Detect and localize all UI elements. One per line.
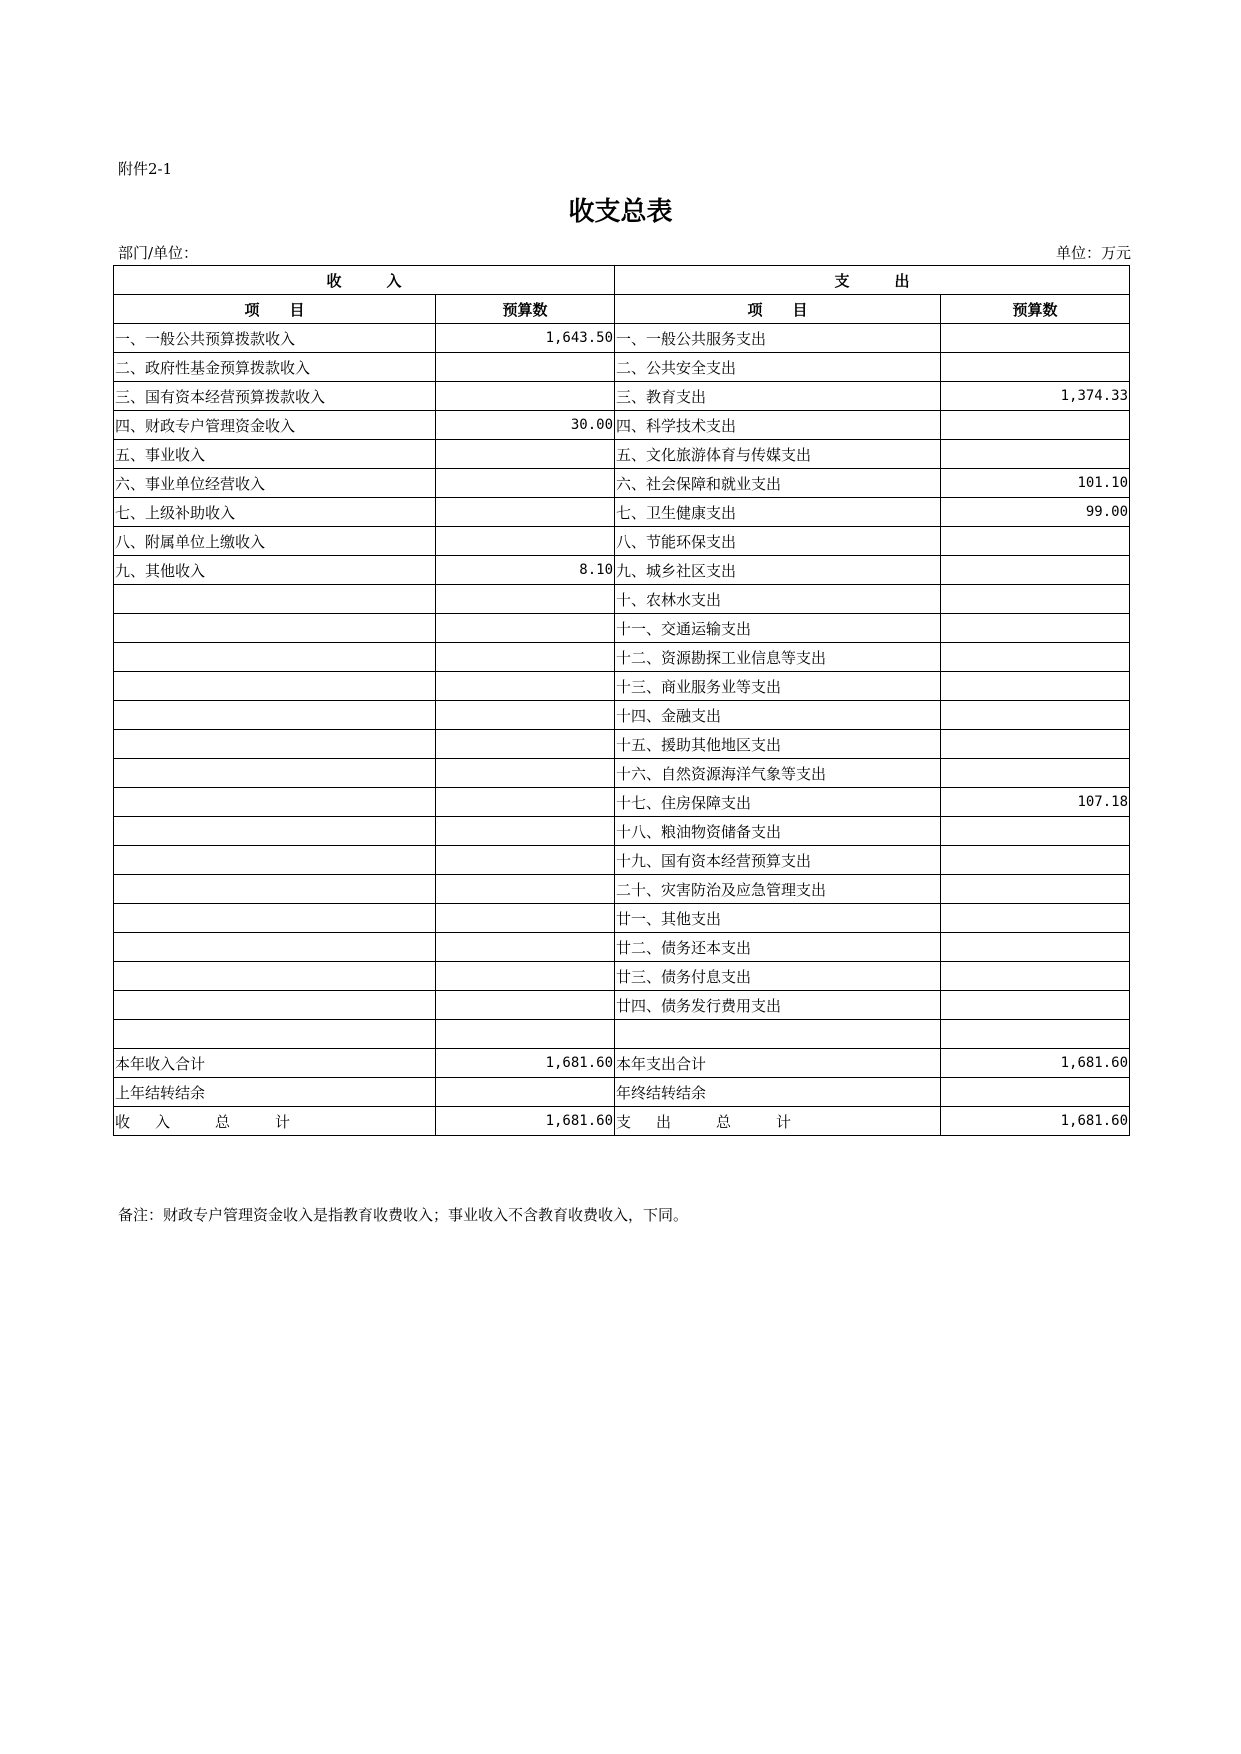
income-item-cell [114, 788, 436, 817]
table-row [114, 904, 1130, 933]
income-value-cell [436, 643, 615, 672]
table-row [114, 962, 1130, 991]
expense-value-cell [941, 324, 1130, 353]
income-value-cell: 1,681.60 [436, 1049, 615, 1078]
expense-item-cell: 二、公共安全支出 [615, 353, 941, 382]
income-value-cell [436, 440, 615, 469]
expense-budget-header: 预算数 [941, 295, 1130, 324]
expense-value-cell [941, 933, 1130, 962]
income-value-cell: 1,643.50 [436, 324, 615, 353]
expense-value-cell [941, 411, 1130, 440]
income-item-cell [114, 643, 436, 672]
expense-value-cell [941, 353, 1130, 382]
income-item-cell [114, 1020, 436, 1049]
expense-value-cell [941, 643, 1130, 672]
income-value-cell [436, 817, 615, 846]
income-item-cell: 二、政府性基金预算拨款收入 [114, 353, 436, 382]
total-label-char: 出 [656, 1112, 672, 1131]
expense-item-cell: 十七、住房保障支出 [615, 788, 941, 817]
table-row [114, 440, 1130, 469]
table-row [114, 875, 1130, 904]
table-row [114, 585, 1130, 614]
expense-value-cell [941, 1020, 1130, 1049]
income-item-cell [114, 817, 436, 846]
income-value-cell [436, 353, 615, 382]
table-row [114, 556, 1130, 585]
expense-item-cell: 十三、商业服务业等支出 [615, 672, 941, 701]
expense-item-cell: 三、教育支出 [615, 382, 941, 411]
income-item-cell: 一、一般公共预算拨款收入 [114, 324, 436, 353]
income-value-cell [436, 382, 615, 411]
expense-item-cell: 十八、粮油物资储备支出 [615, 817, 941, 846]
income-value-cell [436, 1020, 615, 1049]
expense-value-cell [941, 585, 1130, 614]
income-item-cell [114, 875, 436, 904]
expense-value-cell [941, 440, 1130, 469]
income-value-cell [436, 527, 615, 556]
expense-value-cell [941, 614, 1130, 643]
total-label-char: 计 [275, 1112, 291, 1131]
income-budget-header: 预算数 [436, 295, 615, 324]
expense-item-header: 项 目 [615, 295, 941, 324]
expense-value-cell [941, 875, 1130, 904]
table-row [114, 817, 1130, 846]
expense-item-cell: 十六、自然资源海洋气象等支出 [615, 759, 941, 788]
attachment-label: 附件2-1 [118, 160, 173, 178]
expense-section-header: 支 出 [615, 266, 1130, 295]
income-item-cell [114, 933, 436, 962]
income-grand-total-label [114, 1107, 436, 1136]
table-row [114, 643, 1130, 672]
budget-summary-table [113, 265, 1130, 1136]
expense-grand-total-value: 1,681.60 [941, 1107, 1130, 1136]
income-value-cell [436, 933, 615, 962]
income-value-cell [436, 672, 615, 701]
expense-item-cell: 本年支出合计 [615, 1049, 941, 1078]
income-item-cell [114, 585, 436, 614]
income-value-cell [436, 1078, 615, 1107]
expense-item-cell: 八、节能环保支出 [615, 527, 941, 556]
income-item-cell [114, 962, 436, 991]
income-item-cell [114, 846, 436, 875]
expense-value-cell: 107.18 [941, 788, 1130, 817]
expense-value-cell [941, 759, 1130, 788]
table-row [114, 411, 1130, 440]
income-item-cell [114, 614, 436, 643]
table-row [114, 498, 1130, 527]
income-value-cell [436, 585, 615, 614]
income-value-cell [436, 614, 615, 643]
income-value-cell: 8.10 [436, 556, 615, 585]
income-value-cell [436, 875, 615, 904]
expense-value-cell [941, 701, 1130, 730]
income-item-cell [114, 759, 436, 788]
expense-item-cell: 十一、交通运输支出 [615, 614, 941, 643]
grand-total-row [114, 1107, 1130, 1136]
income-value-cell [436, 788, 615, 817]
section-header-row [114, 266, 1130, 295]
total-label-char: 入 [155, 1112, 171, 1131]
expense-grand-total-label [615, 1107, 941, 1136]
expense-item-cell: 十五、援助其他地区支出 [615, 730, 941, 759]
income-value-cell [436, 498, 615, 527]
expense-value-cell: 101.10 [941, 469, 1130, 498]
expense-item-cell: 十二、资源勘探工业信息等支出 [615, 643, 941, 672]
income-section-header: 收 入 [114, 266, 615, 295]
income-item-cell [114, 991, 436, 1020]
table-row [114, 527, 1130, 556]
total-label-char: 总 [716, 1112, 732, 1131]
table-row [114, 353, 1130, 382]
total-label-char: 总 [215, 1112, 231, 1131]
income-item-cell [114, 672, 436, 701]
footnote: 备注：财政专户管理资金收入是指教育收费收入；事业收入不含教育收费收入，下同。 [118, 1206, 689, 1224]
expense-item-cell: 廿四、债务发行费用支出 [615, 991, 941, 1020]
expense-item-cell: 一、一般公共服务支出 [615, 324, 941, 353]
income-item-cell: 七、上级补助收入 [114, 498, 436, 527]
expense-value-cell [941, 817, 1130, 846]
total-label-char: 支 [616, 1112, 632, 1131]
table-row [114, 1049, 1130, 1078]
expense-item-cell: 十四、金融支出 [615, 701, 941, 730]
column-header-row [114, 295, 1130, 324]
table-row [114, 991, 1130, 1020]
income-item-cell: 上年结转结余 [114, 1078, 436, 1107]
expense-item-cell: 廿三、债务付息支出 [615, 962, 941, 991]
expense-item-cell: 十、农林水支出 [615, 585, 941, 614]
expense-item-cell: 九、城乡社区支出 [615, 556, 941, 585]
expense-item-cell: 六、社会保障和就业支出 [615, 469, 941, 498]
income-item-cell: 六、事业单位经营收入 [114, 469, 436, 498]
expense-value-cell [941, 962, 1130, 991]
expense-item-cell: 二十、灾害防治及应急管理支出 [615, 875, 941, 904]
income-value-cell [436, 846, 615, 875]
expense-value-cell [941, 991, 1130, 1020]
income-item-cell: 本年收入合计 [114, 1049, 436, 1078]
department-label: 部门/单位： [118, 244, 199, 262]
unit-label: 单位：万元 [1055, 244, 1131, 262]
income-item-cell: 四、财政专户管理资金收入 [114, 411, 436, 440]
total-label-char: 计 [776, 1112, 792, 1131]
expense-item-cell: 四、科学技术支出 [615, 411, 941, 440]
page-title: 收支总表 [568, 197, 673, 227]
income-value-cell [436, 962, 615, 991]
table-row [114, 614, 1130, 643]
income-item-cell [114, 904, 436, 933]
expense-value-cell [941, 556, 1130, 585]
expense-item-cell: 五、文化旅游体育与传媒支出 [615, 440, 941, 469]
table-row [114, 1020, 1130, 1049]
table-row [114, 469, 1130, 498]
total-label-char: 收 [115, 1112, 131, 1131]
income-value-cell [436, 904, 615, 933]
expense-value-cell [941, 904, 1130, 933]
income-value-cell [436, 991, 615, 1020]
expense-value-cell: 1,681.60 [941, 1049, 1130, 1078]
expense-item-cell: 十九、国有资本经营预算支出 [615, 846, 941, 875]
income-item-cell: 九、其他收入 [114, 556, 436, 585]
expense-item-cell: 七、卫生健康支出 [615, 498, 941, 527]
income-grand-total-value: 1,681.60 [436, 1107, 615, 1136]
expense-value-cell [941, 730, 1130, 759]
table-row [114, 701, 1130, 730]
table-row [114, 1078, 1130, 1107]
income-item-cell: 五、事业收入 [114, 440, 436, 469]
table-body [114, 324, 1130, 1107]
income-item-cell [114, 701, 436, 730]
income-value-cell [436, 469, 615, 498]
table-row [114, 759, 1130, 788]
expense-item-cell [615, 1020, 941, 1049]
table-row [114, 730, 1130, 759]
expense-value-cell [941, 1078, 1130, 1107]
expense-item-cell: 廿一、其他支出 [615, 904, 941, 933]
expense-item-cell: 廿二、债务还本支出 [615, 933, 941, 962]
table-row [114, 933, 1130, 962]
income-item-header: 项 目 [114, 295, 436, 324]
income-item-cell [114, 730, 436, 759]
expense-value-cell [941, 672, 1130, 701]
expense-value-cell: 99.00 [941, 498, 1130, 527]
expense-item-cell: 年终结转结余 [615, 1078, 941, 1107]
table-row [114, 788, 1130, 817]
table-row [114, 672, 1130, 701]
income-item-cell: 八、附属单位上缴收入 [114, 527, 436, 556]
table-row [114, 382, 1130, 411]
table-row [114, 846, 1130, 875]
expense-value-cell [941, 846, 1130, 875]
table-row [114, 324, 1130, 353]
income-value-cell [436, 701, 615, 730]
income-value-cell: 30.00 [436, 411, 615, 440]
income-value-cell [436, 759, 615, 788]
income-value-cell [436, 730, 615, 759]
income-item-cell: 三、国有资本经营预算拨款收入 [114, 382, 436, 411]
expense-value-cell [941, 527, 1130, 556]
expense-value-cell: 1,374.33 [941, 382, 1130, 411]
